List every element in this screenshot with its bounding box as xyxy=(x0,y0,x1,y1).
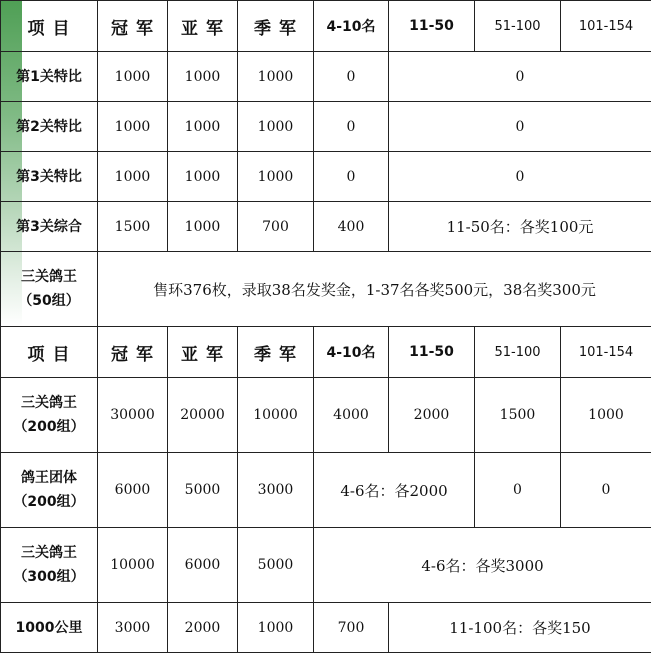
cell-4-10: 400 xyxy=(314,202,389,252)
cell-runner-up: 1000 xyxy=(168,52,238,102)
table-row xyxy=(1,252,651,327)
cell-4-10: 0 xyxy=(314,152,389,202)
header-4-10: 4-10名 xyxy=(314,1,389,52)
header-third: 季 军 xyxy=(238,1,314,52)
header-101-154: 101-154 xyxy=(561,327,651,378)
row-label xyxy=(1,378,98,453)
row-label: 第3关综合 xyxy=(1,202,98,252)
header-champion: 冠 军 xyxy=(98,327,168,378)
row-label-line2: （50组） xyxy=(18,293,80,309)
cell-third: 1000 xyxy=(238,102,314,152)
header-item: 项 目 xyxy=(1,1,98,52)
row-label: 第2关特比 xyxy=(1,102,98,152)
header-item: 项 目 xyxy=(1,327,98,378)
cell-runner-up: 1000 xyxy=(168,202,238,252)
cell-merged: 11-100名：各奖150 xyxy=(389,603,651,653)
cell-101-154: 0 xyxy=(561,453,651,528)
cell-champion: 6000 xyxy=(98,453,168,528)
cell-4-10: 700 xyxy=(314,603,389,653)
row-label-line1: 三关鸽王 xyxy=(21,545,77,561)
cell-51-100: 1500 xyxy=(475,378,561,453)
cell-runner-up: 20000 xyxy=(168,378,238,453)
header-11-50: 11-50 xyxy=(389,1,475,52)
cell-champion: 3000 xyxy=(98,603,168,653)
cell-runner-up: 1000 xyxy=(168,152,238,202)
header-runner-up: 亚 军 xyxy=(168,1,238,52)
header-4-10: 4-10名 xyxy=(314,327,389,378)
cell-runner-up: 2000 xyxy=(168,603,238,653)
header-51-100: 51-100 xyxy=(475,1,561,52)
cell-note: 售环376枚，录取38名发奖金，1-37名各奖500元，38名奖300元 xyxy=(98,252,651,327)
header-11-50: 11-50 xyxy=(389,327,475,378)
cell-runner-up: 5000 xyxy=(168,453,238,528)
cell-third: 700 xyxy=(238,202,314,252)
cell-merged: 0 xyxy=(389,152,651,202)
row-label: 1000公里 xyxy=(1,603,98,653)
cell-third: 5000 xyxy=(238,528,314,603)
cell-champion: 1000 xyxy=(98,52,168,102)
table-row xyxy=(1,603,651,653)
cell-merged: 4-6名：各2000 xyxy=(314,453,475,528)
cell-third: 1000 xyxy=(238,603,314,653)
row-label-line1: 三关鸽王 xyxy=(21,395,77,411)
header-51-100: 51-100 xyxy=(475,327,561,378)
cell-4-10: 4000 xyxy=(314,378,389,453)
row-label-line2: （200组） xyxy=(13,494,85,510)
table-row xyxy=(1,152,651,202)
header-third: 季 军 xyxy=(238,327,314,378)
row-label xyxy=(1,453,98,528)
cell-merged: 0 xyxy=(389,102,651,152)
row-label: 第1关特比 xyxy=(1,52,98,102)
row-label xyxy=(1,252,98,327)
header-row xyxy=(1,327,651,378)
cell-third: 1000 xyxy=(238,52,314,102)
cell-4-10: 0 xyxy=(314,52,389,102)
table-row xyxy=(1,378,651,453)
cell-champion: 10000 xyxy=(98,528,168,603)
table-row xyxy=(1,52,651,102)
cell-champion: 30000 xyxy=(98,378,168,453)
cell-11-50: 2000 xyxy=(389,378,475,453)
cell-101-154: 1000 xyxy=(561,378,651,453)
cell-51-100: 0 xyxy=(475,453,561,528)
row-label-line2: （200组） xyxy=(13,419,85,435)
cell-third: 1000 xyxy=(238,152,314,202)
cell-4-10: 0 xyxy=(314,102,389,152)
row-label xyxy=(1,528,98,603)
cell-third: 10000 xyxy=(238,378,314,453)
cell-champion: 1500 xyxy=(98,202,168,252)
header-champion: 冠 军 xyxy=(98,1,168,52)
row-label-line2: （300组） xyxy=(13,569,85,585)
row-label: 第3关特比 xyxy=(1,152,98,202)
cell-runner-up: 6000 xyxy=(168,528,238,603)
table-row xyxy=(1,528,651,603)
cell-champion: 1000 xyxy=(98,152,168,202)
row-label-line1: 鸽王团体 xyxy=(21,470,77,486)
cell-champion: 1000 xyxy=(98,102,168,152)
header-row xyxy=(1,1,651,52)
table-row xyxy=(1,453,651,528)
cell-third: 3000 xyxy=(238,453,314,528)
row-label-line1: 三关鸽王 xyxy=(21,269,77,285)
header-runner-up: 亚 军 xyxy=(168,327,238,378)
cell-merged: 11-50名：各奖100元 xyxy=(389,202,651,252)
cell-merged: 0 xyxy=(389,52,651,102)
cell-runner-up: 1000 xyxy=(168,102,238,152)
table-row xyxy=(1,202,651,252)
cell-merged: 4-6名：各奖3000 xyxy=(314,528,651,603)
header-101-154: 101-154 xyxy=(561,1,651,52)
table-row xyxy=(1,102,651,152)
